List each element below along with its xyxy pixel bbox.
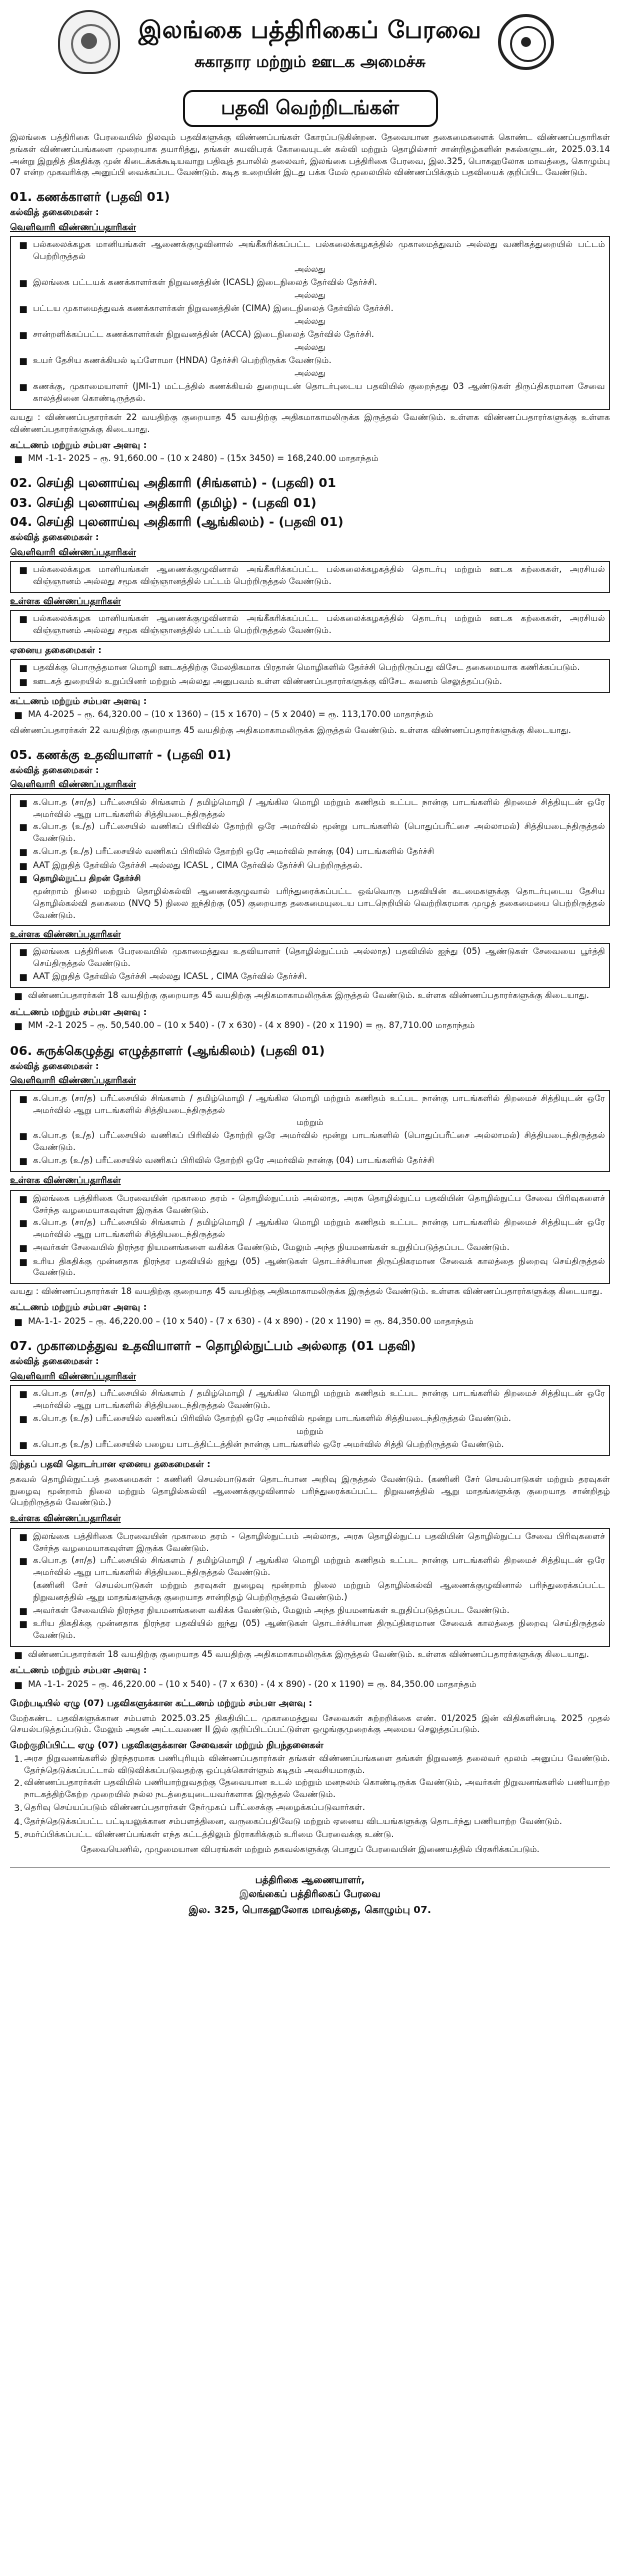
other-qualifications-heading: இந்தப் பதவி தொடர்பான ஏனைய தகைமைகள் : xyxy=(10,1460,211,1471)
address: இல. 325, பொகஹலோக மாவத்தை, கொழும்பு 07. xyxy=(188,1904,432,1916)
bullet-icon: ■ xyxy=(19,1094,28,1105)
bullet-icon: ■ xyxy=(14,1022,23,1033)
age-requirement: விண்ணப்பதாரர்கள் 22 வயதிற்கு குறையாத 45 வயதிற்கு அதிகமாகாமலிருக்க இருத்தல் வேண்டும். உள்ளக விண்ணப்பதாரர்களுக்கு கிடையாது. xyxy=(10,725,572,736)
list-item: ■ இலங்கை பத்திரிகை பேரவையின் முகாமை தரம் - தொழில்நுட்பம் அல்லாத, அரசு தொழில்நுட்ப பதவியின் தொழில்நுட்ப சேவை பிரிவுகளைச் சேர்ந்த வழமையாகவுள்ள இருக்க வேண்டும். xyxy=(15,1532,605,1556)
bullet-icon: ■ xyxy=(19,861,28,872)
salary-scale: ■ MM -1-1- 2025 – ரூ. 91,660.00 – (10 x 2480) – (15x 3450) = 168,240.00 மாதாந்தம் xyxy=(10,454,610,466)
internal-applicants-heading: உள்ளக விண்ணப்பதாரிகள் xyxy=(10,1514,121,1525)
header xyxy=(10,4,610,88)
bullet-icon: ■ xyxy=(19,823,28,834)
list-item: ■ பல்கலைக்கழக மானியங்கள் ஆணைக்குழுவினால் அங்கீகரிக்கப்பட்ட பல்கலைக்கழகத்தில் தொடர்பு மற்றும் ஊடக கற்கைகள், அரசியல் விஞ்ஞானம் அல்லது சமூக விஞ்ஞானத்தில் பட்டம் பெற்றிருத்தல் வேண்டும். xyxy=(15,614,605,638)
list-item: ■ க.பொ.த (சா/த) பரீட்சையில் சிங்களம் / தமிழ்மொழி / ஆங்கில மொழி மற்றும் கணிதம் உட்பட நான்கு பாடங்களில் திறமைச் சித்தியுடன் ஒரே அமர்வில் ஆறு பாடங்களில் சித்தியடைந்திருத்தல் வேண்டும். xyxy=(15,1389,605,1413)
list-item: ■ இலங்கை பத்திரிகை பேரவையின் முகாமை தரம் - தொழில்நுட்பம் அல்லாத, அரசு தொழில்நுட்ப பதவியின் தொழில்நுட்ப சேவை பிரிவுகளைச் சேர்ந்த வழமையாகவுள்ள இருக்க வேண்டும். xyxy=(15,1194,605,1218)
bullet-icon: ■ xyxy=(19,330,28,341)
salary-heading: கட்டணம் மற்றும் சம்பள அளவு : xyxy=(10,1666,147,1677)
bullet-icon: ■ xyxy=(19,1414,28,1425)
qualification-box xyxy=(10,1528,610,1647)
bullet-icon: ■ xyxy=(14,454,23,465)
age-requirement: வயது : விண்ணப்பதாரர்கள் 18 வயதிற்கு குறையாத 45 வயதிற்கு அதிகமாகாமலிருக்க இருத்தல் வேண்டும். உள்ளக விண்ணப்பதாரர்களுக்கு கிடையாது. xyxy=(10,1287,603,1298)
education-heading: கல்வித் தகைமைகள் : xyxy=(10,1061,99,1072)
signatory-title: பத்திரிகை ஆணையாளர், xyxy=(255,1875,365,1887)
list-item: ■ க.பொ.த (சா/த) பரீட்சையில் சிங்களம் / தமிழ்மொழி / ஆங்கில மொழி மற்றும் கணிதம் உட்பட நான்கு பாடங்களில் திறமைச் சித்தியுடன் ஒரே அமர்வில் ஆறு பாடங்களில் சித்தியடைந்திருத்தல் xyxy=(15,1218,605,1242)
salary-heading: கட்டணம் மற்றும் சம்பள அளவு : xyxy=(10,696,147,707)
national-emblem-icon xyxy=(58,10,120,74)
signature-block xyxy=(10,1867,610,1918)
post-title: 06. சுருக்கெழுத்து எழுத்தாளர் (ஆங்கிலம்) (பதவி 01) xyxy=(10,1042,325,1058)
post-title: 04. செய்தி புலனாய்வு அதிகாரி (ஆங்கிலம்) - (பதவி 01) xyxy=(10,513,344,529)
bullet-icon: ■ xyxy=(14,992,23,1003)
internal-applicants-heading: உள்ளக விண்ணப்பதாரிகள் xyxy=(10,596,121,607)
salary-heading: கட்டணம் மற்றும் சம்பள அளவு : xyxy=(10,440,147,451)
bullet-icon: ■ xyxy=(19,1390,28,1401)
bullet-icon: ■ xyxy=(14,711,23,722)
bullet-icon: ■ xyxy=(19,848,28,859)
bullet-icon: ■ xyxy=(19,1606,28,1617)
list-item: ■ உரிய திகதிக்கு முன்னதாக நிரந்தர பதவியில் ஐந்து (05) ஆண்டுகள் தொடர்ச்சியான திருப்திகரமான சேவைக் காலத்தை நிறைவு செய்திருத்தல் வேண்டும். xyxy=(15,1619,605,1643)
qualification-box xyxy=(10,561,610,593)
list-item: ■ க.பொ.த (உ/த) பரீட்சையில் வணிகப் பிரிவில் தோற்றி ஒரே அமர்வில் மூன்று பாடங்களில் சித்தியடைந்திருத்தல் வேண்டும். xyxy=(15,1414,605,1426)
skill-note: மூன்றாம் நிலை மற்றும் தொழில்கல்வி ஆணைக்குழுவால் பரிந்துரைக்கப்பட்ட ஒவ்வொரு பதவியின் கடமைகளுக்கு தொடர்புடைய தேசிய தொழில்கல்வி தகைமை (NVQ 5) நிலை ஐந்திற்கு (05) குறையாத தகைமையுடைய பாடநெறியில் வெற்றிகரமாக முழுத் தகைமையை பெற்றிருத்தல் வேண்டும். xyxy=(33,887,605,922)
post-title: 02. செய்தி புலனாய்வு அதிகாரி (சிங்களம்) - (பதவி) 01 xyxy=(10,475,337,491)
post-title: 01. கணக்காளர் (பதவி 01) xyxy=(10,189,170,205)
signatory-organization: இலங்கைப் பத்திரிகைப் பேரவை xyxy=(239,1889,381,1901)
education-heading: கல்வித் தகைமைகள் : xyxy=(10,765,99,776)
ministry-name: சுகாதார மற்றும் ஊடக அமைச்சு xyxy=(194,52,426,72)
list-item: ■ அவர்கள் சேவையில் நிரந்தர நியமனங்களை வகிக்க வேண்டும், மேலும் அந்த நியமனங்கள் உறுதிப்படுத்தப்பட வேண்டும். xyxy=(15,1243,605,1255)
bullet-icon: ■ xyxy=(19,241,28,252)
bullet-icon: ■ xyxy=(19,304,28,315)
qualification-box xyxy=(10,794,610,926)
it-qualification-note: தகவல் தொழில்நுட்பத் தகைமைகள் : கணினி செயல்பாடுகள் தொடர்பான அறிவு இருத்தல் வேண்டும். (கணினி சேர் செயல்பாடுகள் மற்றும் தரவுகள் நுழைவு மூன்றாம் நிலை மற்றும் தொழில்கல்வி ஆணைக்குழுவினால் பரிந்துரைக்கப்பட்ட நிறுவனத்தில் ஆறு மாதங்களுக்கு குறையாத சான்றிதழ் பெற்றிருத்தல் வேண்டும்.) xyxy=(10,1474,610,1509)
list-item: ■ அவர்கள் சேவையில் நிரந்தர நியமனங்களை வகிக்க வேண்டும், மேலும் அந்த நியமனங்கள் உறுதிப்படுத்தப்பட வேண்டும். xyxy=(15,1606,605,1618)
list-item: 1. அரச நிறுவனங்களில் நிரந்தரமாக பணிபுரியும் விண்ணப்பதாரர்கள் தங்கள் விண்ணப்பங்களை தங்கள் நிறுவனத் தலைவர் மூலம் அனுப்ப வேண்டும். தேர்ந்தெடுக்கப்பட்டால் விடுவிக்கப்படுவதற்கு ஒப்புக்கொள்ளும் கடிதம் அவசியமாகும். xyxy=(14,1753,610,1776)
post-title: 03. செய்தி புலனாய்வு அதிகாரி (தமிழ்) - (பதவி 01) xyxy=(10,494,317,510)
list-item: ■ க.பொ.த (சா/த) பரீட்சையில் சிங்களம் / தமிழ்மொழி / ஆங்கில மொழி மற்றும் கணிதம் உட்பட நான்கு பாடங்களில் திறமைச் சித்தியுடன் ஒரே அமர்வில் ஆறு பாடங்களில் சித்தியடைந்திருத்தல் xyxy=(15,798,605,822)
section-accounts-assistant xyxy=(10,746,610,1034)
salary-scale: ■ MA -1-1- 2025 – ரூ. 46,220.00 – (10 x 540) - (7 x 630) - (4 x 890) - (20 x 1190) = ரூ. 84,350.00 மாதாந்தம் xyxy=(10,1680,610,1692)
bullet-icon: ■ xyxy=(19,383,28,394)
bullet-icon: ■ xyxy=(19,565,28,576)
bullet-icon: ■ xyxy=(19,1219,28,1230)
bullet-icon: ■ xyxy=(19,1257,28,1268)
terms-list xyxy=(10,1754,610,1843)
pay-text: மேற்கண்ட பதவிகளுக்கான சம்பளம் 2025.03.25 திகதியிட்ட முகாமைத்துவ சேவைகள் சுற்றறிக்கை எண். 01/2025 இன் விதிகளின்படி 2025 முதல் செயல்படுத்தப்படும். மேலும் அதன் அட்டவணை II இல் குறிப்பிடப்பட்டுள்ள ஒழுங்குமுறைக்கு அமைய செலுத்தப்படும். xyxy=(10,1713,610,1736)
bullet-icon: ■ xyxy=(14,1650,23,1661)
final-note: தேவையெனில், முழுமையான விபரங்கள் மற்றும் தகவல்களுக்கு பொதுப் பேரவையின் இணையத்தில் பிரசுரிக்கப்படும். xyxy=(80,1845,540,1856)
qualification-box: ■ க.பொ.த (சா/த) பரீட்சையில் சிங்களம் / தமிழ்மொழி / ஆங்கில மொழி மற்றும் கணிதம் உட்பட நான்கு பாடங்களில் திறமைச் சித்தியுடன் ஒரே அமர்வில் ஆறு பாடங்களில் சித்தியடைந்திருத்தல் மற்றும் ■ க.பொ.த (உ/த) பரீட்சையில் வணிகப் பிரிவில் தோற்றி ஒரே அமர்வில் மூன்று பாடங்களில் (பொதுப்பரீட்சை அல்லாமல்) சித்தியடைந்திருத்தல் வேண்டும். ■ க.பொ.த (உ/த) பரீட்சையில் வணிகப் பிரிவில் தோற்றி ஒரே அமர்வில் நான்கு (04) பாடங்களில் தேர்ச்சி xyxy=(10,1090,610,1173)
internal-applicants-heading: உள்ளக விண்ணப்பதாரிகள் xyxy=(10,929,121,940)
list-item: ■ இலங்கை பத்திரிகை பேரவையில் முகாமைத்துவ உதவியாளர் (தொழில்நுட்பம் அல்லாத) பதவியில் ஐந்து (05) ஆண்டுகள் சேவையை பூர்த்தி செய்திருத்தல் வேண்டும். xyxy=(15,947,605,971)
external-applicants-heading: வெளிவாரி விண்ணப்பதாரிகள் xyxy=(10,547,136,558)
list-item: ■ சான்றளிக்கப்பட்ட கணக்காளர்கள் நிறுவனத்தின் (ACCA) இடைநிலைத் தேர்வில் தேர்ச்சி. xyxy=(15,330,605,342)
list-item: ■ ஊடகத் துறையில் உறுப்பினர் மற்றும் அல்லது அனுபவம் உள்ள விண்ணப்பதாரர்களுக்கு விசேட கவனம் செலுத்தப்படும். xyxy=(15,677,605,689)
external-applicants-heading: வெளிவாரி விண்ணப்பதாரிகள் xyxy=(10,1076,136,1087)
bullet-icon: ■ xyxy=(19,1156,28,1167)
bullet-icon: ■ xyxy=(19,1132,28,1143)
list-item: 4. தேர்ந்தெடுக்கப்பட்ட பட்டியலுக்கான சம்பளத்தினை, வருகைப்பதிவேடு மற்றும் ஏனைய விடயங்களுக்கு தொடர்ந்து பணியாற்ற வேண்டும். xyxy=(14,1816,563,1828)
external-applicants-heading: வெளிவாரி விண்ணப்பதாரிகள் xyxy=(10,1371,136,1382)
salary-scale: ■ MA 4-2025 – ரூ. 64,320.00 – (10 x 1360) – (15 x 1670) – (5 x 2040) = ரூ. 113,170.00 மாதாந்தம் xyxy=(10,710,610,722)
bullet-icon: ■ xyxy=(19,356,28,367)
salary-scale: ■ MA-1-1- 2025 – ரூ. 46,220.00 – (10 x 540) - (7 x 630) - (4 x 890) - (20 x 1190) = ரூ. 84,350.00 மாதாந்தம் xyxy=(10,1317,610,1329)
bullet-icon: ■ xyxy=(19,615,28,626)
education-heading: கல்வித் தகைமைகள் : xyxy=(10,533,99,544)
list-item: ■ இலங்கை பட்டயக் கணக்காளர்கள் நிறுவனத்தின் (ICASL) இடைநிலைத் தேர்வில் தேர்ச்சி. xyxy=(15,278,605,290)
list-item: ■ க.பொ.த (உ/த) பரீட்சையில் வணிகப் பிரிவில் தோற்றி ஒரே அமர்வில் மூன்று பாடங்களில் (பொதுப்பரீட்சை அல்லாமல்) சித்தியடைந்திருத்தல் வேண்டும். xyxy=(15,822,605,846)
list-item: ■ AAT இறுதித் தேர்வில் தேர்ச்சி அல்லது ICASL , CIMA தேர்வில் தேர்ச்சி. xyxy=(15,972,605,984)
press-council-logo-icon xyxy=(498,14,554,70)
bullet-icon: ■ xyxy=(14,1317,23,1328)
qualification-box: ■ பல்கலைக்கழக மானியங்கள் ஆணைக்குழுவினால் அங்கீகரிக்கப்பட்ட பல்கலைக்கழகத்தில் முகாமைத்துவம் அல்லது வணிகத்துறையில் பட்டம் பெற்றிருத்தல் அல்லது ■ இலங்கை பட்டயக் கணக்காளர்கள் நிறுவனத்தின் (ICASL) இடைநிலைத் தேர்வில் தேர்ச்சி. அல்லது ■ பட்டய முகாமைத்துவக் கணக்காளர்கள் நிறுவனத்தின் (CIMA) இடைநிலைத் தேர்வில் தேர்ச்சி. அல்லது ■ சான்றளிக்கப்பட்ட கணக்காளர்கள் நிறுவனத்தின் (ACCA) இடைநிலைத் தேர்வில் தேர்ச்சி. அல்லது ■ உயர் தேசிய கணக்கியல் டிப்ளோமா (HNDA) தேர்ச்சி பெற்றிருக்க வேண்டும். அல்லது ■ கணக்கு, முகாமையாளர் (JMI-1) மட்டத்தில் கணக்கியல் துறையுடன் தொடர்புடைய பதவியில் குறைந்தது 03 ஆண்டுகள் திருப்திகரமான சேவை காலத்தினை கொண்டிருத்தல். xyxy=(10,236,610,410)
list-item: ■ பல்கலைக்கழக மானியங்கள் ஆணைக்குழுவினால் அங்கீகரிக்கப்பட்ட பல்கலைக்கழகத்தில் தொடர்பு மற்றும் ஊடக கற்கைகள், அரசியல் விஞ்ஞானம் அல்லது சமூக விஞ்ஞானத்தில் பட்டம் பெற்றிருத்தல் வேண்டும். xyxy=(15,565,605,589)
other-qualifications-heading: ஏனைய தகைமைகள் : xyxy=(10,645,102,656)
list-item: ■ க.பொ.த (உ/த) பரீட்சையில் வணிகப் பிரிவில் தோற்றி ஒரே அமர்வில் மூன்று பாடங்களில் (பொதுப்பரீட்சை அல்லாமல்) சித்தியடைந்திருத்தல் வேண்டும். xyxy=(15,1131,605,1155)
list-item: 3. தெரிவு செய்யப்படும் விண்ணப்பதாரர்கள் நேர்முகப் பரீட்சைக்கு அழைக்கப்படுவார்கள். xyxy=(14,1803,366,1815)
bullet-icon: ■ xyxy=(19,1557,28,1568)
intro-paragraph: இலங்கை பத்திரிகை பேரவையில் நிலவும் பதவிகளுக்கு விண்ணப்பங்கள் கோரப்படுகின்றன. தேவையான தகைமைகளைக் கொண்ட விண்ணப்பதாரிகள் தங்கள் விண்ணப்பங்களை முறையாக தயாரித்து, தங்கள் சுயவிபரக் கோவையுடன் கல்வி மற்றும் தொழில்சார் சான்றிதழ்களின் நகல்களுடன், 2025.03.14 அன்று இறுதித் திகதிக்கு முன் கிடைக்கக்கூடியவாறு பதிவுத் தபாலில் தலைவர், இலங்கை பத்திரிகை பேரவை, இல.325, பொகஹலோக மாவத்தை, கொழும்பு 07 என்ற முகவரிக்கு அனுப்பி வைக்கப்பட வேண்டும். கடித உறையின் இடது பக்க மேல் மூலையில் விண்ணப்பிக்கும் பதவியைக் குறிப்பிட வேண்டும். xyxy=(10,133,610,179)
organization-name: இலங்கை பத்திரிகைப் பேரவை xyxy=(138,16,482,44)
list-item: ■ க.பொ.த (உ/த) பரீட்சையில் வணிகப் பிரிவில் தோற்றி ஒரே அமர்வில் நான்கு (04) பாடங்களில் தேர்ச்சி xyxy=(15,1156,605,1168)
post-title: 05. கணக்கு உதவியாளர் - (பதவி 01) xyxy=(10,746,232,762)
bullet-icon: ■ xyxy=(19,973,28,984)
age-requirement: ■ விண்ணப்பதாரர்கள் 18 வயதிற்கு குறையாத 45 வயதிற்கு அதிகமாகாமலிருக்க இருத்தல் வேண்டும். உள்ளக விண்ணப்பதாரர்களுக்கு கிடையாது. xyxy=(10,1650,610,1662)
list-item: ■ பல்கலைக்கழக மானியங்கள் ஆணைக்குழுவினால் அங்கீகரிக்கப்பட்ட பல்கலைக்கழகத்தில் முகாமைத்துவம் அல்லது வணிகத்துறையில் பட்டம் பெற்றிருத்தல் xyxy=(15,240,605,264)
qualification-box xyxy=(10,1190,610,1285)
section-management-assistant xyxy=(10,1337,610,1692)
qualification-box: ■ க.பொ.த (சா/த) பரீட்சையில் சிங்களம் / தமிழ்மொழி / ஆங்கில மொழி மற்றும் கணிதம் உட்பட நான்கு பாடங்களில் திறமைச் சித்தியுடன் ஒரே அமர்வில் ஆறு பாடங்களில் சித்தியடைந்திருத்தல் வேண்டும். ■ க.பொ.த (உ/த) பரீட்சையில் வணிகப் பிரிவில் தோற்றி ஒரே அமர்வில் மூன்று பாடங்களில் சித்தியடைந்திருத்தல் வேண்டும். மற்றும் ■ க.பொ.த (உ/த) பரீட்சையில் பழைய பாடத்திட்டத்தின் நான்கு பாடங்களில் ஒரே அமர்வில் சித்தி பெற்றிருத்தல் வேண்டும். xyxy=(10,1385,610,1456)
list-item: 5. சமர்ப்பிக்கப்பட்ட விண்ணப்பங்கள் எந்த கட்டத்திலும் நிராகரிக்கும் உரிமை பேரவைக்கு உண்டு. xyxy=(14,1829,394,1841)
list-item: 2. விண்ணப்பதாரர்கள் பதவியில் பணியாற்றுவதற்கு தேவையான உடல் மற்றும் மனநலம் கொண்டிருக்க வேண்டும், அவர்கள் நிறுவனங்களில் பணியாற்ற நாடகத்திற்கேற்ற முறையில் நல்ல நடத்தையுடையவர்களாக இருத்தல் வேண்டும். xyxy=(14,1778,610,1801)
bullet-icon: ■ xyxy=(19,798,28,809)
bullet-icon: ■ xyxy=(19,1440,28,1451)
bullet-icon: ■ xyxy=(19,677,28,688)
bullet-icon: ■ xyxy=(19,1244,28,1255)
list-item: ■ க.பொ.த (சா/த) பரீட்சையில் சிங்களம் / தமிழ்மொழி / ஆங்கில மொழி மற்றும் கணிதம் உட்பட நான்கு பாடங்களில் திறமைச் சித்தியுடன் ஒரே அமர்வில் ஆறு பாடங்களில் சித்தியடைந்திருத்தல் xyxy=(15,1094,605,1118)
salary-heading: கட்டணம் மற்றும் சம்பள அளவு : xyxy=(10,1007,147,1018)
list-item: ■ உயர் தேசிய கணக்கியல் டிப்ளோமா (HNDA) தேர்ச்சி பெற்றிருக்க வேண்டும். xyxy=(15,356,605,368)
qualification-box xyxy=(10,659,610,693)
list-item: ■ கணக்கு, முகாமையாளர் (JMI-1) மட்டத்தில் கணக்கியல் துறையுடன் தொடர்புடைய பதவியில் குறைந்தது 03 ஆண்டுகள் திருப்திகரமான சேவை காலத்தினை கொண்டிருத்தல். xyxy=(15,382,605,406)
pay-heading: மேற்படியில் ஏழு (07) பதவிகளுக்கான கட்டணம் மற்றும் சம்பள அளவு : xyxy=(10,1699,313,1710)
external-applicants-heading: வெளிவாரி விண்ணப்பதாரிகள் xyxy=(10,222,136,233)
age-requirement: ■ விண்ணப்பதாரர்கள் 18 வயதிற்கு குறையாத 45 வயதிற்கு அதிகமாகாமலிருக்க இருத்தல் வேண்டும். உள்ளக விண்ணப்பதாரர்களுக்கு கிடையாது. xyxy=(10,991,610,1003)
internal-applicants-heading: உள்ளக விண்ணப்பதாரிகள் xyxy=(10,1176,121,1187)
section-news-investigation-officers xyxy=(10,474,610,737)
qualification-box xyxy=(10,610,610,642)
list-item: ■ க.பொ.த (சா/த) பரீட்சையில் சிங்களம் / தமிழ்மொழி / ஆங்கில மொழி மற்றும் கணிதம் உட்பட நான்கு பாடங்களில் திறமைச் சித்தியுடன் ஒரே அமர்வில் ஆறு பாடங்களில் சித்தியடைந்திருத்தல் வேண்டும். xyxy=(15,1556,605,1580)
list-item: ■ பட்டய முகாமைத்துவக் கணக்காளர்கள் நிறுவனத்தின் (CIMA) இடைநிலைத் தேர்வில் தேர்ச்சி. xyxy=(15,304,605,316)
list-item: ■ க.பொ.த (உ/த) பரீட்சையில் பழைய பாடத்திட்டத்தின் நான்கு பாடங்களில் ஒரே அமர்வில் சித்தி பெற்றிருத்தல் வேண்டும். xyxy=(15,1440,605,1452)
internal-note: (கணினி சேர் செயல்பாடுகள் மற்றும் தரவுகள் நுழைவு மூன்றாம் நிலை மற்றும் தொழில்கல்வி ஆணைக்குழுவினால் பரிந்துரைக்கப்பட்ட நிறுவனத்தில் ஆறு மாதங்களுக்கு குறையாத சான்றிதழ் பெற்றிருத்தல் வேண்டும்.) xyxy=(33,1581,605,1603)
bullet-icon: ■ xyxy=(19,278,28,289)
vacancies-banner: பதவி வெற்றிடங்கள் xyxy=(183,90,438,127)
bullet-icon: ■ xyxy=(14,1680,23,1691)
bullet-icon: ■ xyxy=(19,948,28,959)
age-requirement: வயது : விண்ணப்பதாரர்கள் 22 வயதிற்கு குறையாத 45 வயதிற்கு அதிகமாகாமலிருக்க இருத்தல் வேண்டும். உள்ளக விண்ணப்பதாரர்களுக்கு உள்ளக விண்ணப்பதாரர்களுக்கு கிடையாது. xyxy=(10,412,610,435)
section-stenographer xyxy=(10,1042,610,1329)
list-item: ■ க.பொ.த (உ/த) பரீட்சையில் வணிகப் பிரிவில் தோற்றி ஒரே அமர்வில் நான்கு (04) பாடங்களில் தேர்ச்சி xyxy=(15,847,605,859)
bullet-icon: ■ xyxy=(19,1532,28,1543)
list-item: ■ பதவிக்கு பொருத்தமான மொழி ஊடகத்திற்கு மேலதிகமாக பிரதான் மொழிகளில் தேர்ச்சி பெற்றிருப்பது விசேட தகைமையாக கணிக்கப்படும். xyxy=(15,663,605,675)
section-accountant xyxy=(10,188,610,466)
list-item: ■ AAT இறுதித் தேர்வில் தேர்ச்சி அல்லது ICASL , CIMA தேர்வில் தேர்ச்சி பெற்றிருத்தல். xyxy=(15,861,605,873)
bullet-icon: ■ xyxy=(19,1620,28,1631)
bullet-icon: ■ xyxy=(19,874,28,885)
external-applicants-heading: வெளிவாரி விண்ணப்பதாரிகள் xyxy=(10,780,136,791)
general-conditions xyxy=(10,1698,610,1857)
list-item: ■ தொழில்நுட்ப திறன் தேர்ச்சி xyxy=(15,874,605,886)
terms-heading: மேற்குறிப்பிட்ட ஏழு (07) பதவிகளுக்கான சேவைகள் மற்றும் நிபந்தனைகள் xyxy=(10,1741,324,1752)
education-heading: கல்வித் தகைமைகள் : xyxy=(10,1357,99,1368)
qualification-box xyxy=(10,943,610,988)
salary-scale: ■ MM -2-1 2025 – ரூ. 50,540.00 – (10 x 540) - (7 x 630) - (4 x 890) - (20 x 1190) = ரூ. 87,710.00 மாதாந்தம் xyxy=(10,1021,610,1033)
education-heading: கல்வித் தகைமைகள் : xyxy=(10,208,99,219)
post-title: 07. முகாமைத்துவ உதவியாளர் – தொழில்நுட்பம் அல்லாத (01 பதவி) xyxy=(10,1337,416,1353)
list-item: ■ உரிய திகதிக்கு முன்னதாக நிரந்தர பதவியில் ஐந்து (05) ஆண்டுகள் தொடர்ச்சியான திருப்திகரமான சேவைக் காலத்தை நிறைவு செய்திருத்தல் வேண்டும். xyxy=(15,1257,605,1281)
bullet-icon: ■ xyxy=(19,664,28,675)
bullet-icon: ■ xyxy=(19,1194,28,1205)
salary-heading: கட்டணம் மற்றும் சம்பள அளவு : xyxy=(10,1303,147,1314)
